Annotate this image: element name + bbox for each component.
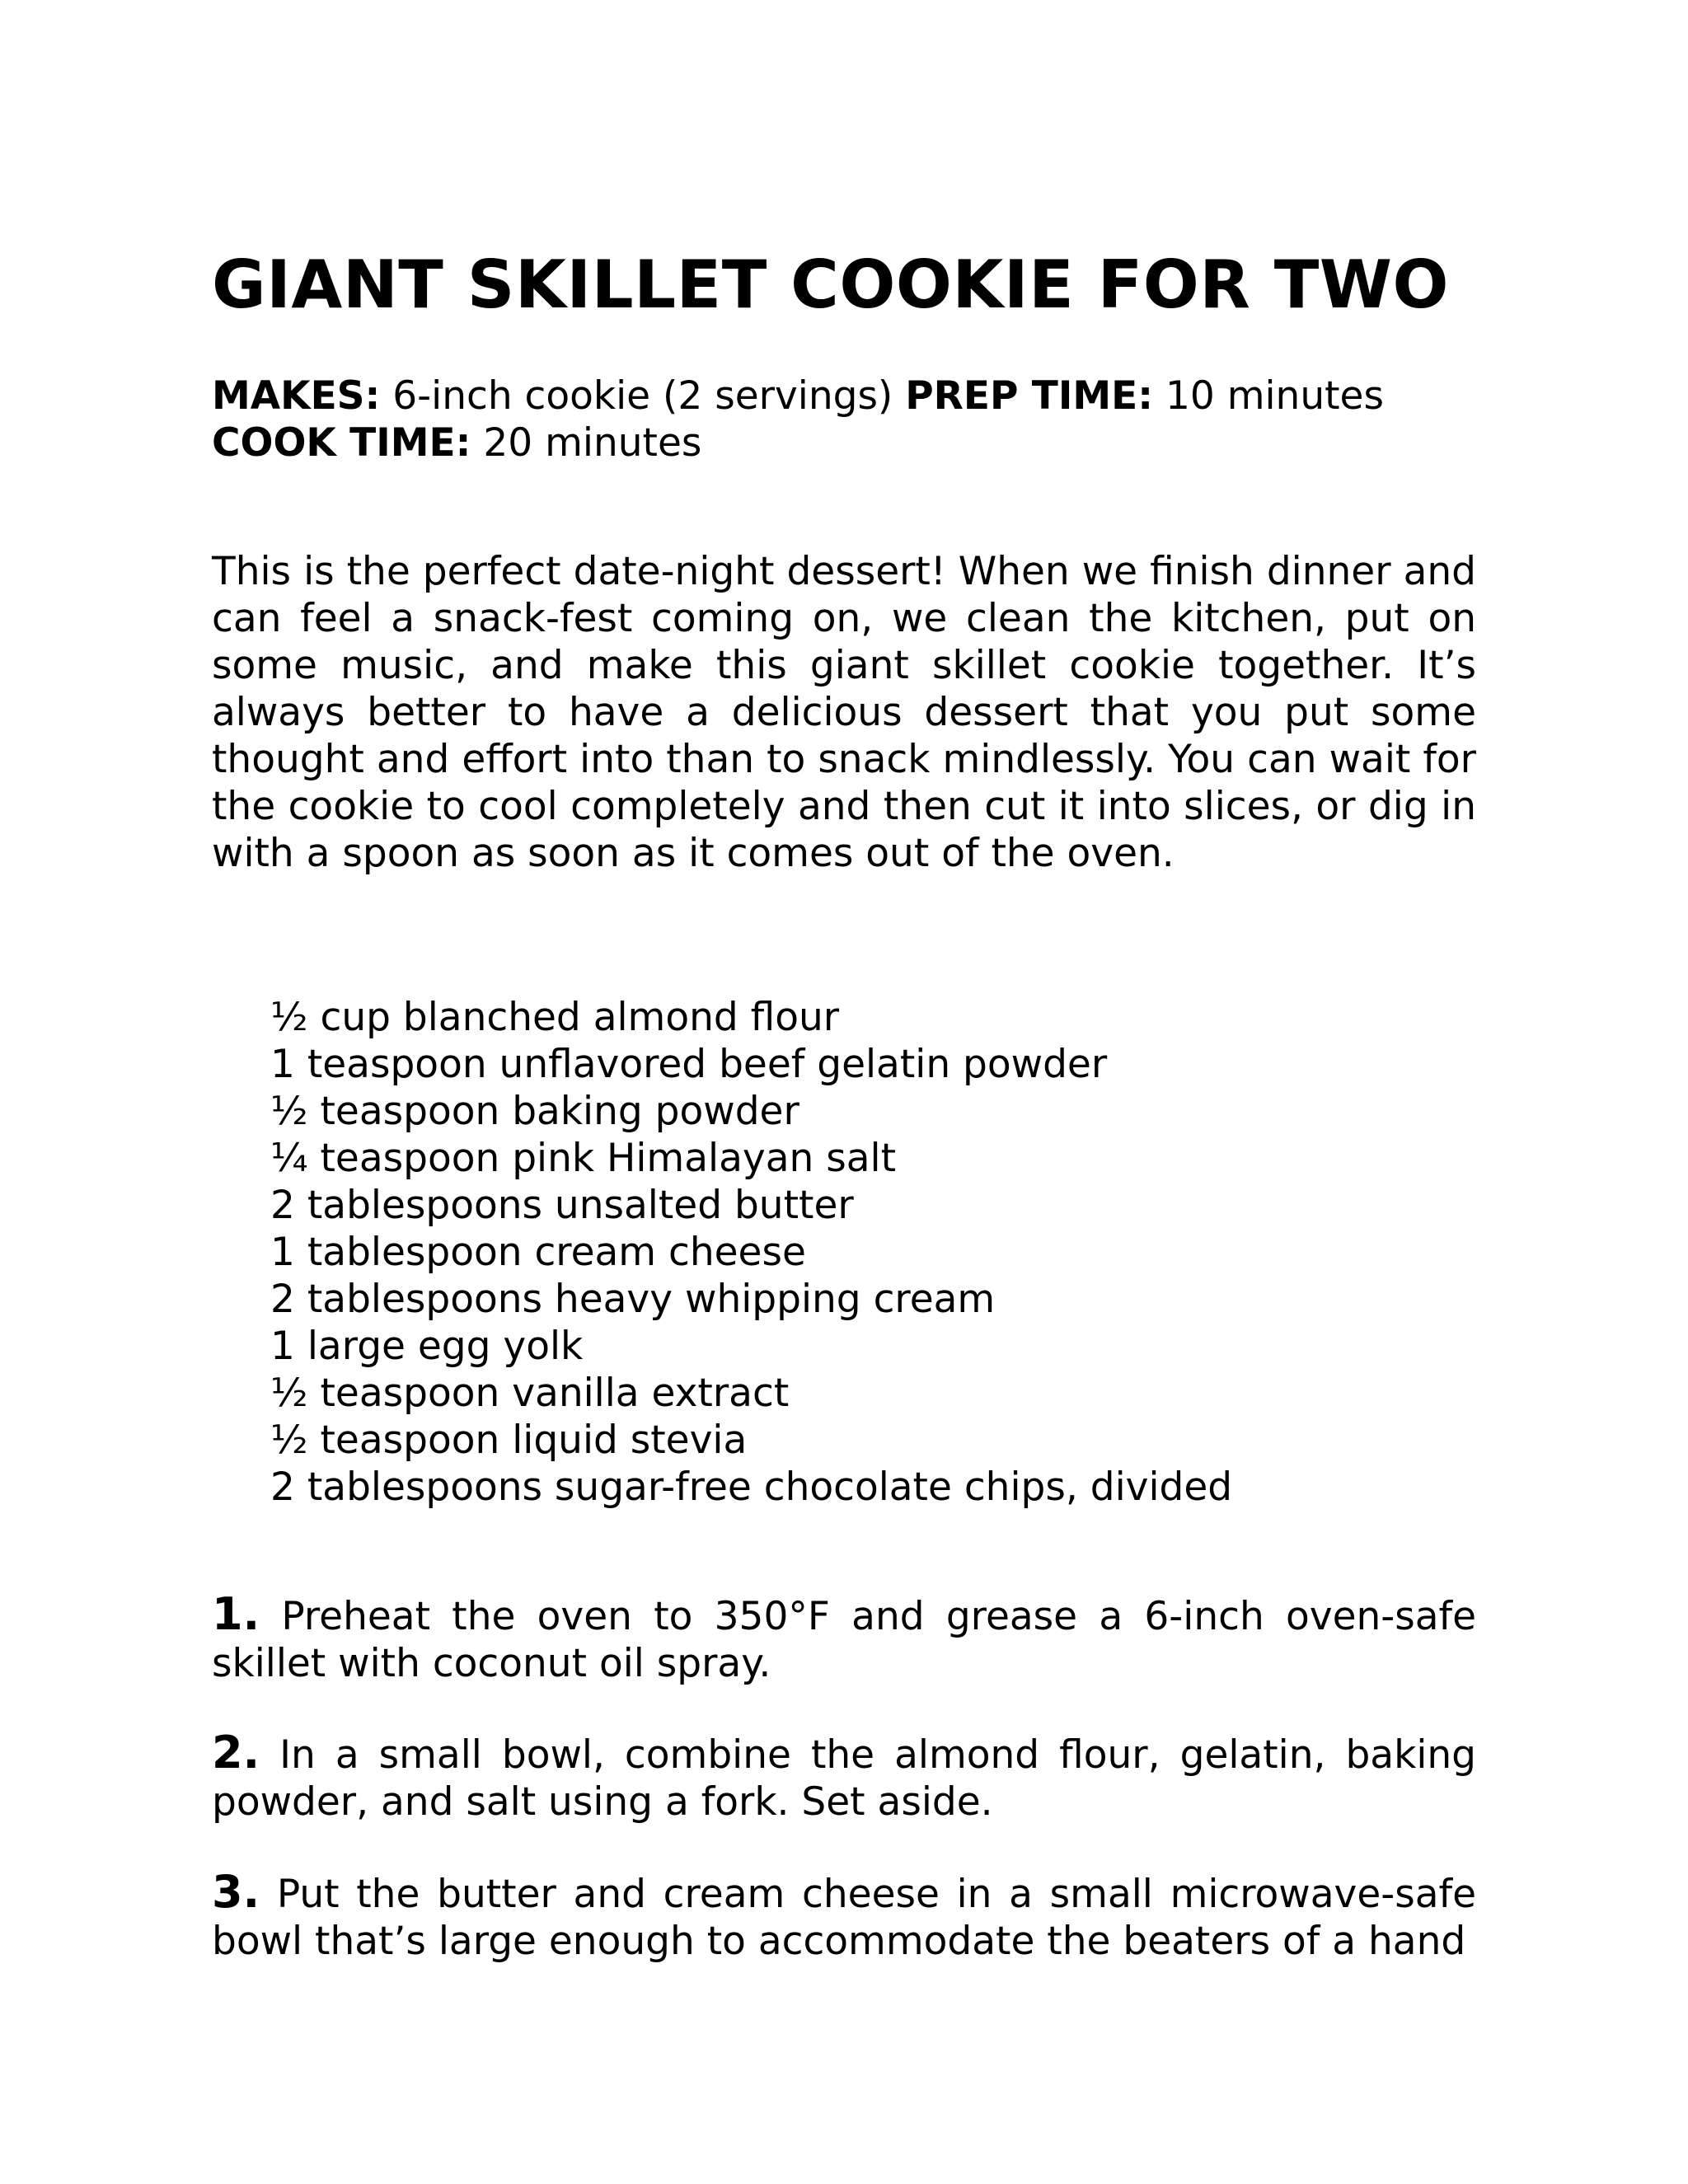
step-text: Preheat the oven to 350°F and grease a 6-inch oven-safe skillet with coconut oil spray. (212, 1594, 1476, 1686)
ingredient-item: ½ teaspoon baking powder (270, 1089, 799, 1134)
ingredient-item: 1 teaspoon unflavored beef gelatin powder (270, 1042, 1108, 1087)
step-number: 1. (212, 1588, 260, 1640)
prep-time-value: 10 minutes (1165, 373, 1384, 419)
step-3 (212, 1868, 1476, 1965)
cook-time-value: 20 minutes (483, 420, 702, 466)
makes-label: MAKES: (212, 373, 381, 419)
step-2 (212, 1729, 1476, 1825)
ingredient-item: ½ teaspoon liquid stevia (270, 1418, 748, 1463)
step-1 (212, 1588, 1476, 1687)
step-text: In a small bowl, combine the almond flour, gelatin, baking powder, and salt using a fork. Set aside. (212, 1732, 1476, 1825)
recipe-title: GIANT SKILLET COOKIE FOR TWO (212, 246, 1450, 323)
ingredient-item: 2 tablespoons heavy whipping cream (270, 1277, 996, 1322)
ingredient-item: 1 tablespoon cream cheese (270, 1230, 806, 1275)
ingredient-item: 2 tablespoons unsalted butter (270, 1183, 854, 1228)
ingredient-list (270, 994, 1232, 1511)
makes-value: 6-inch cookie (2 servings) (392, 373, 893, 419)
ingredient-item: ¼ teaspoon pink Himalayan salt (270, 1136, 896, 1181)
ingredient-item: ½ cup blanched almond flour (270, 995, 840, 1040)
recipe-intro: This is the perfect date-night dessert! When we finish dinner and can feel a snack-fest coming on, we clean the kitchen, put on some music, and make this giant skillet cookie together. It’s always better to have a delicious dessert that you put some thought and effort into than to snack mindlessly. You can wait for the cookie to cool completely and then cut it into slices, or dig in with a spoon as soon as it comes out of the oven. (212, 549, 1476, 876)
ingredient-item: 1 large egg yolk (270, 1324, 584, 1369)
ingredient-item: ½ teaspoon vanilla extract (270, 1371, 790, 1416)
ingredient-item: 2 tablespoons sugar-free chocolate chips, divided (270, 1465, 1233, 1510)
step-number: 3. (212, 1866, 260, 1918)
step-number: 2. (212, 1727, 260, 1779)
cook-time-label: COOK TIME: (212, 420, 471, 466)
step-text: Put the butter and cream cheese in a small microwave-safe bowl that’s large enough to accommodate the beaters of a hand (212, 1872, 1476, 1964)
recipe-meta (212, 373, 1476, 466)
prep-time-label: PREP TIME: (905, 373, 1153, 419)
